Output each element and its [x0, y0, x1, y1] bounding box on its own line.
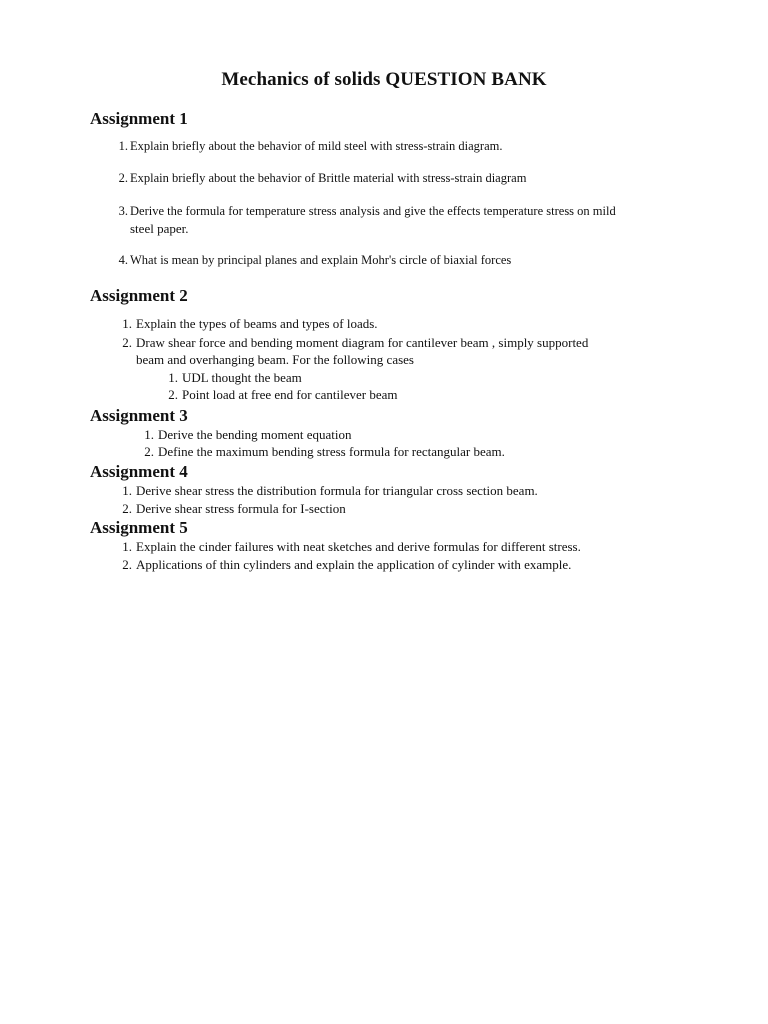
list-item-number: 2.	[122, 501, 132, 516]
list-item-number: 3.	[118, 204, 128, 218]
list-item-number: 1.	[144, 427, 154, 442]
list-item-text: Explain briefly about the behavior of mild steel with stress-strain diagram.	[130, 139, 503, 153]
list-item-number: 2.	[122, 335, 132, 350]
list-item-number: 2.	[122, 557, 132, 572]
list-item-text: Explain the cinder failures with neat sketches and derive formulas for different stress.	[136, 539, 581, 554]
list-item-number: 4.	[118, 253, 128, 267]
assignment-4-heading: Assignment 4	[90, 462, 188, 481]
list-item-number: 1.	[118, 139, 128, 153]
assignment-2-heading: Assignment 2	[90, 286, 188, 305]
list-item-text: UDL thought the beam	[182, 370, 302, 385]
list-item-number: 1.	[122, 316, 132, 331]
list-item-text: Define the maximum bending stress formula for rectangular beam.	[158, 444, 505, 459]
list-item-text: Derive the bending moment equation	[158, 427, 352, 442]
page-title: Mechanics of solids QUESTION BANK	[221, 69, 547, 90]
assignment-1-heading: Assignment 1	[90, 109, 188, 128]
list-item-text: Explain briefly about the behavior of Brittle material with stress-strain diagram	[130, 171, 527, 185]
list-item-text: Applications of thin cylinders and explain the application of cylinder with example.	[136, 557, 572, 572]
list-item-number: 1.	[168, 370, 178, 385]
list-item-text: Draw shear force and bending moment diagram for cantilever beam , simply supported	[136, 335, 589, 350]
list-item-text-continued: steel paper.	[130, 221, 189, 236]
list-item-number: 1.	[122, 483, 132, 498]
list-item-text-continued: beam and overhanging beam. For the following cases	[136, 352, 414, 367]
list-item-text: Derive the formula for temperature stress analysis and give the effects temperature stress on mild	[130, 204, 616, 218]
list-item-text: Derive shear stress the distribution formula for triangular cross section beam.	[136, 483, 538, 498]
list-item-text: Derive shear stress formula for I-section	[136, 501, 346, 516]
list-item-number: 1.	[122, 539, 132, 554]
list-item-number: 2.	[144, 444, 154, 459]
list-item-number: 2.	[168, 387, 178, 402]
assignment-3-heading: Assignment 3	[90, 406, 188, 425]
assignment-5-heading: Assignment 5	[90, 518, 188, 537]
list-item-number: 2.	[118, 171, 128, 185]
list-item-text: Point load at free end for cantilever beam	[182, 387, 398, 402]
list-item-text: Explain the types of beams and types of loads.	[136, 316, 378, 331]
list-item-text: What is mean by principal planes and explain Mohr's circle of biaxial forces	[130, 253, 512, 267]
